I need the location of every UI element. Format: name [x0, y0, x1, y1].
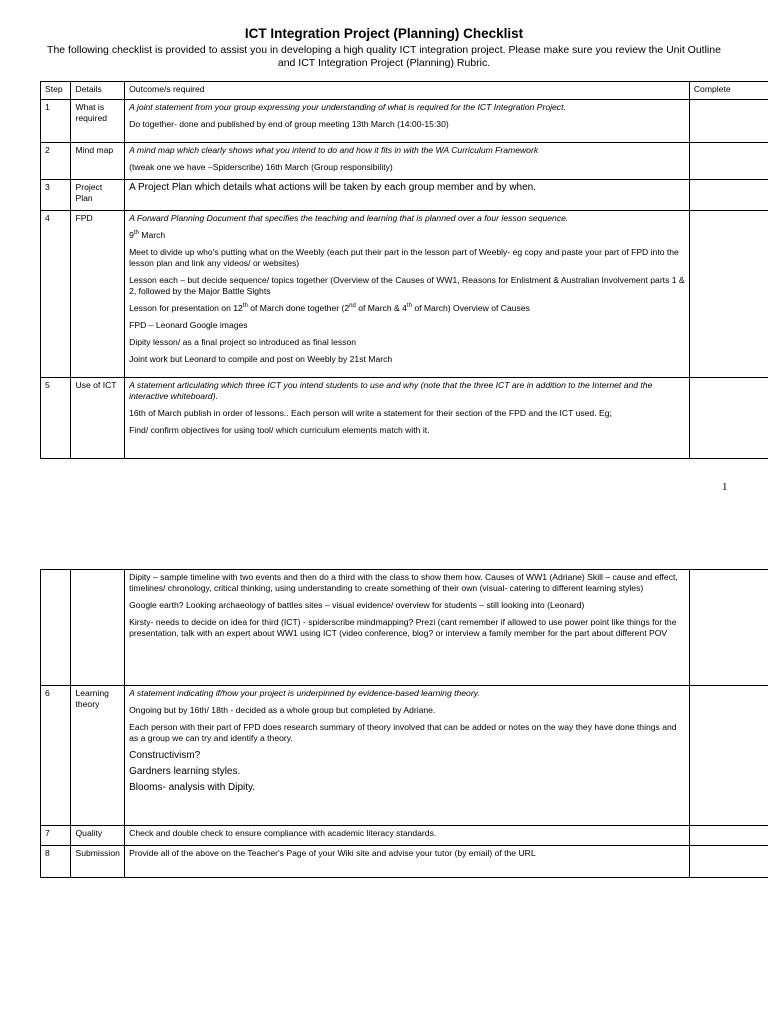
row-details: What is required	[71, 100, 125, 143]
outcome-requirement: A statement articulating which three ICT you intend students to use and why (note that the three ICT are in addition to the Internet and the interactive whiteboard).	[129, 380, 653, 401]
row-complete	[689, 378, 768, 459]
outcome-note: Lesson each – but decide sequence/ topics together (Overview of the Causes of WW1, Reasons for Enlistment & Australian Involvement parts 1 & 2, followed by the Major Battle Sights	[129, 275, 685, 296]
table-row	[41, 570, 768, 686]
row-outcome	[125, 570, 690, 686]
table-row	[41, 100, 768, 143]
row-complete	[689, 211, 768, 378]
row-details: Learning theory	[71, 686, 125, 826]
outcome-requirement: A Project Plan which details what actions will be taken by each group member and by when.	[129, 182, 536, 193]
row-outcome	[125, 143, 690, 180]
note-text: Lesson for presentation on 12	[129, 303, 243, 313]
outcome-requirement: A Forward Planning Document that specifies the teaching and learning that is planned over a four lesson sequence.	[129, 213, 569, 223]
header-outcome: Outcome/s required	[125, 82, 690, 100]
row-step: 4	[41, 211, 71, 378]
outcome-note: Do together- done and published by end of group meeting 13th March (14:00-15:30)	[129, 119, 449, 129]
outcome-requirement: Check and double check to ensure compliance with academic literacy standards.	[129, 828, 437, 838]
outcome-note: Kirsty- needs to decide on idea for third (ICT) - spiderscribe mindmapping? Prezi (cant remember if allowed to use power point like things for the presentation, talk with an expert about WW1 using ICT (video conference, blog? or interview a family member for the part about different POV	[129, 617, 677, 638]
header-details: Details	[71, 82, 125, 100]
note-sup: th	[242, 303, 248, 310]
row-step: 7	[41, 826, 71, 846]
outcome-requirement: Provide all of the above on the Teacher's Page of your Wiki site and advise your tutor (by email) of the URL	[129, 848, 536, 858]
note-text: of March done together (2	[250, 303, 350, 313]
row-complete	[689, 846, 768, 878]
note-sup: th	[133, 230, 139, 237]
table-header-row	[41, 82, 768, 100]
note-sup: th	[406, 303, 412, 310]
outcome-note: Google earth? Looking archaeology of battles sites – visual evidence/ overview for students – still looking into (Leonard)	[129, 600, 585, 610]
row-step: 5	[41, 378, 71, 459]
checklist-table-page-2	[40, 569, 768, 878]
row-outcome	[125, 378, 690, 459]
row-step: 1	[41, 100, 71, 143]
table-row	[41, 846, 768, 878]
row-outcome	[125, 211, 690, 378]
table-row	[41, 826, 768, 846]
note-text: March	[141, 230, 166, 240]
header-complete: Complete	[689, 82, 768, 100]
row-details: Submission	[71, 846, 125, 878]
row-complete	[689, 180, 768, 211]
table-row	[41, 378, 768, 459]
note-sup: nd	[349, 303, 356, 310]
row-complete	[689, 826, 768, 846]
row-outcome	[125, 100, 690, 143]
outcome-note: Gardners learning styles.	[129, 766, 241, 777]
row-complete	[689, 143, 768, 180]
row-details: Quality	[71, 826, 125, 846]
row-complete	[689, 686, 768, 826]
outcome-note	[129, 303, 685, 314]
outcome-note: 16th of March publish in order of lessons.. Each person will write a statement for their section of the FPD and the ICT used. Eg;	[129, 408, 612, 418]
table-row	[41, 211, 768, 378]
outcome-note: Find/ confirm objectives for using tool/ which curriculum elements match with it.	[129, 425, 430, 435]
outcome-note: Dipity – sample timeline with two events and then do a third with the class to show them how. Causes of WW1 (Adriane) Skill – cause and effect, timelines/ chronology, critical thinking, using understanding to create something of their own (visual- catering to different learning styles)	[129, 572, 678, 593]
outcome-note	[129, 230, 685, 241]
row-details	[71, 570, 125, 686]
table-row	[41, 686, 768, 826]
outcome-requirement: A statement indicating if/how your project is underpinned by evidence-based learning theory.	[129, 688, 480, 698]
row-outcome	[125, 686, 690, 826]
row-outcome	[125, 826, 690, 846]
note-text: of March) Overview of Causes	[414, 303, 530, 313]
outcome-note: Each person with their part of FPD does research summary of theory involved that can be added or notes on the way they have done things and as a group we can try and identify a theory.	[129, 722, 677, 743]
outcome-note: Ongoing but by 16th/ 18th - decided as a whole group but completed by Adriane.	[129, 705, 436, 715]
outcome-note: Meet to divide up who's putting what on the Weebly (each put their part in the lesson part of Weebly- eg copy and paste your part of FPD into the lesson plan and link any videos/ or websites)	[129, 247, 679, 268]
row-step: 2	[41, 143, 71, 180]
page-number: 1	[722, 481, 728, 493]
row-details: Mind map	[71, 143, 125, 180]
outcome-note: FPD – Leonard Google images	[129, 320, 248, 330]
row-details: FPD	[71, 211, 125, 378]
row-step: 3	[41, 180, 71, 211]
checklist-table-page-1	[40, 81, 768, 459]
row-step: 6	[41, 686, 71, 826]
row-outcome	[125, 180, 690, 211]
outcome-requirement: A mind map which clearly shows what you intend to do and how it fits in with the WA Curriculum Framework	[129, 145, 539, 155]
outcome-note: Joint work but Leonard to compile and post on Weebly by 21st March	[129, 354, 393, 364]
row-details: Use of ICT	[71, 378, 125, 459]
note-text: 9	[129, 230, 134, 240]
header-step: Step	[41, 82, 71, 100]
row-complete	[689, 100, 768, 143]
outcome-note: (tweak one we have –Spiderscribe) 16th March (Group responsibility)	[129, 162, 393, 172]
outcome-note: Dipity lesson/ as a final project so introduced as final lesson	[129, 337, 357, 347]
table-row	[41, 143, 768, 180]
row-complete	[689, 570, 768, 686]
outcome-note: Constructivism?	[129, 750, 201, 761]
document-title: ICT Integration Project (Planning) Checklist	[244, 26, 524, 41]
row-details: Project Plan	[71, 180, 125, 211]
row-outcome	[125, 846, 690, 878]
outcome-requirement: A joint statement from your group expressing your understanding of what is required for the ICT Integration Project.	[129, 102, 566, 112]
table-row	[41, 180, 768, 211]
note-text: of March & 4	[358, 303, 407, 313]
intro-paragraph: The following checklist is provided to assist you in developing a high quality ICT integration project. Please make sure you review the Unit Outline and ICT Integration Project (Planning) Rubric.	[47, 44, 721, 69]
row-step: 8	[41, 846, 71, 878]
row-step	[41, 570, 71, 686]
outcome-note: Blooms- analysis with Dipity.	[129, 782, 256, 793]
